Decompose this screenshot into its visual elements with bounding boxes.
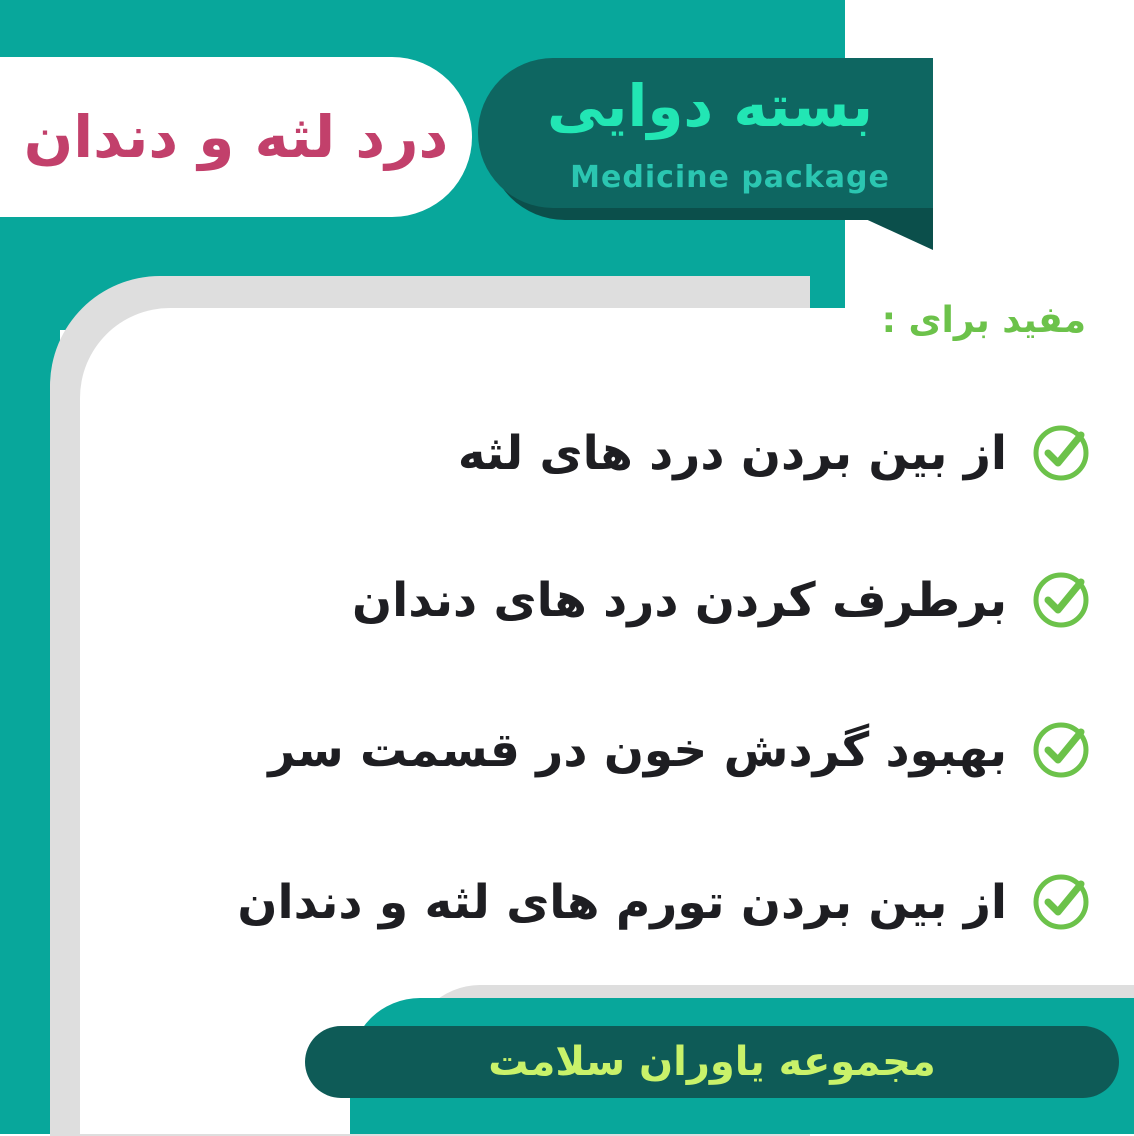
check-circle-icon (1033, 722, 1089, 778)
check-circle-icon (1033, 425, 1089, 481)
list-item (352, 560, 1089, 640)
footer-brand-pill (305, 1026, 1119, 1098)
page-title: درد لثه و دندان (23, 103, 449, 171)
benefit-text: برطرف کردن درد های دندان (352, 572, 1007, 628)
check-circle-icon (1033, 874, 1089, 930)
benefit-text: از بین بردن تورم های لثه و دندان (237, 874, 1007, 930)
check-circle-icon (1033, 572, 1089, 628)
benefit-text: از بین بردن درد های لثه (457, 425, 1007, 481)
list-item (268, 710, 1089, 790)
list-item (458, 413, 1089, 493)
useful-for-heading: مفید برای : (881, 300, 1086, 341)
brand-name: مجموعه یاوران سلامت (488, 1039, 936, 1085)
benefit-text: بهبود گردش خون در قسمت سر (268, 722, 1007, 778)
badge-title: بسته دوایی (547, 72, 873, 140)
title-pill (0, 57, 472, 217)
badge-subtitle: Medicine package (570, 160, 890, 195)
list-item (237, 862, 1089, 942)
